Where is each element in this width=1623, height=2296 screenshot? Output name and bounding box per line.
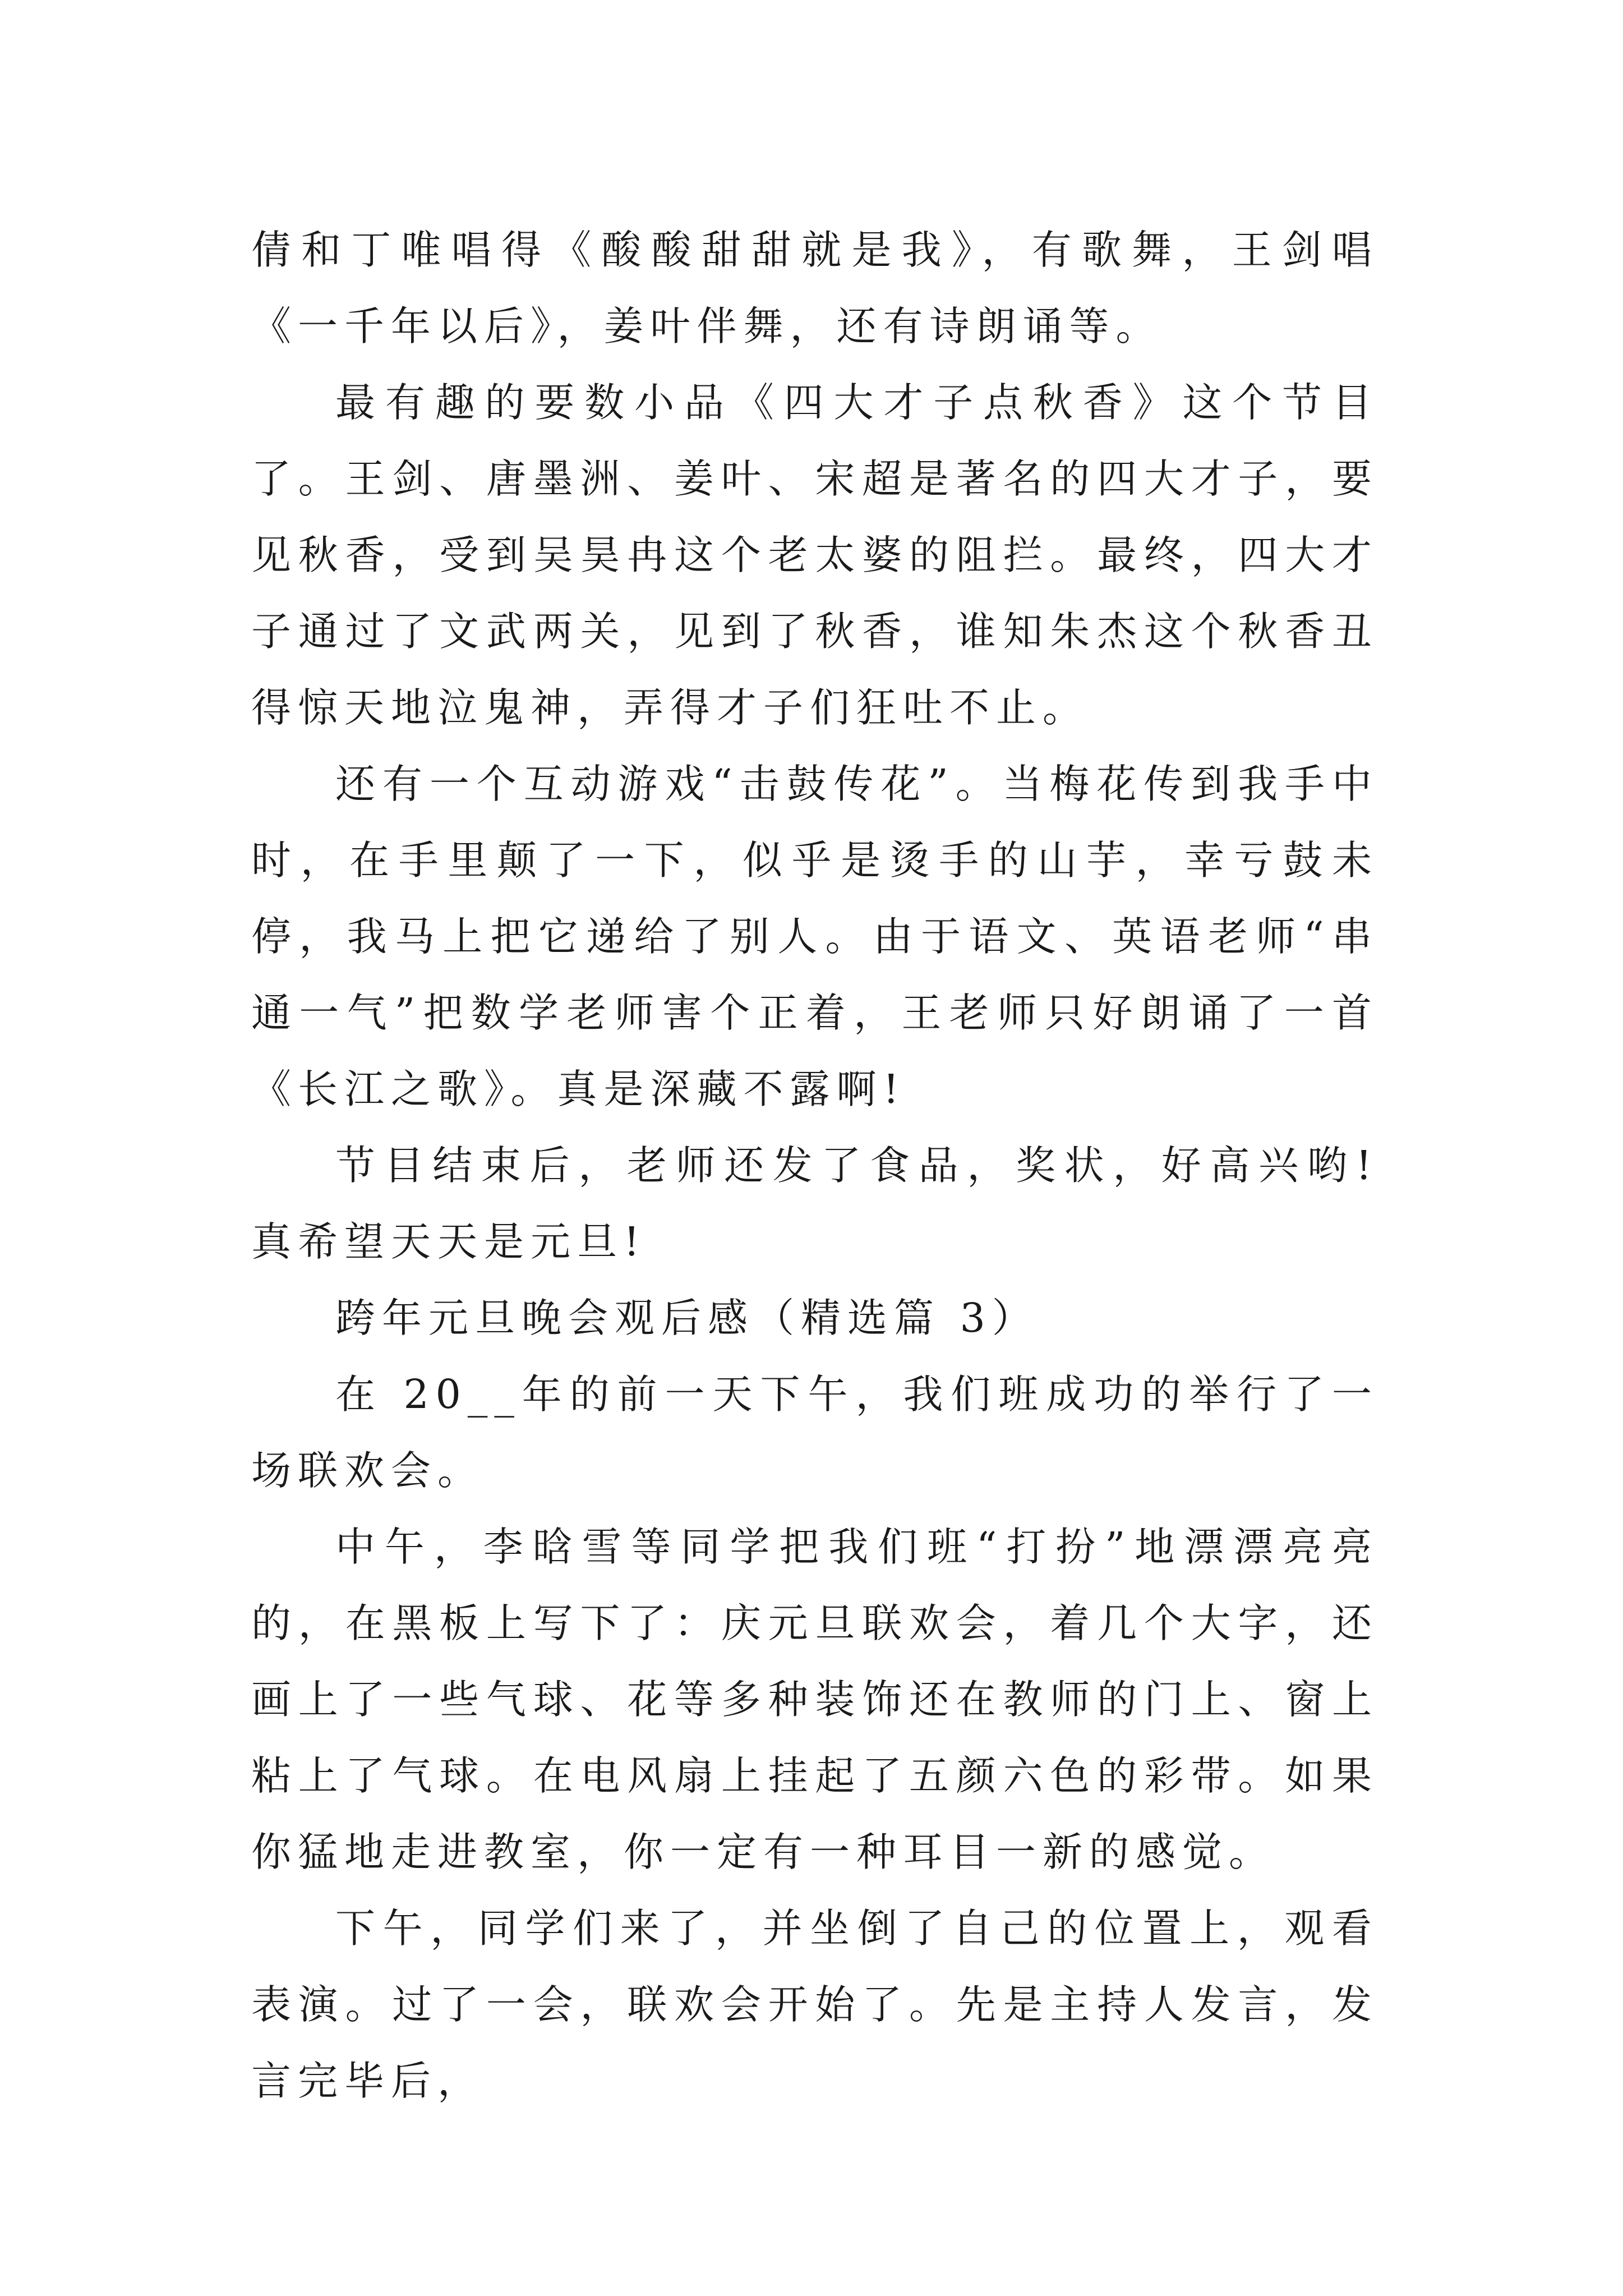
body-text — [251, 212, 1378, 2119]
paragraph: 最有趣的要数小品《四大才子点秋香》这个节目了。王剑、唐墨洲、姜叶、宋超是著名的四大才子，要见秋香，受到吴昊冉这个老太婆的阻拦。最终，四大才子通过了文武两关，见到了秋香，谁知朱杰这个秋香丑得惊天地泣鬼神，弄得才子们狂吐不止。 — [251, 379, 1378, 731]
paragraph: 下午，同学们来了，并坐倒了自己的位置上，观看表演。过了一会，联欢会开始了。先是主持人发言，发言完毕后， — [251, 1905, 1378, 2104]
paragraph: 中午，李晗雪等同学把我们班“打扮”地漂漂亮亮的，在黑板上写下了：庆元旦联欢会，着几个大字，还画上了一些气球、花等多种装饰还在教师的门上、窗上粘上了气球。在电风扇上挂起了五颜六色的彩带。如果你猛地走进教室，你一定有一种耳目一新的感觉。 — [251, 1524, 1378, 1875]
paragraph: 还有一个互动游戏“击鼓传花”。当梅花传到我手中时，在手里颠了一下，似乎是烫手的山芋，幸亏鼓未停，我马上把它递给了别人。由于语文、英语老师“串通一气”把数学老师害个正着，王老师只好朗诵了一首《长江之歌》。真是深藏不露啊! — [251, 761, 1378, 1112]
paragraph-continuation: 倩和丁唯唱得《酸酸甜甜就是我》，有歌舞，王剑唱《一千年以后》，姜叶伴舞，还有诗朗诵等。 — [251, 227, 1378, 349]
paragraph: 节目结束后，老师还发了食品，奖状，好高兴哟!真希望天天是元旦! — [251, 1142, 1378, 1265]
section-heading: 跨年元旦晚会观后感（精选篇 3） — [335, 1295, 1039, 1341]
paragraph: 在 20__年的前一天下午，我们班成功的举行了一场联欢会。 — [251, 1371, 1378, 1494]
